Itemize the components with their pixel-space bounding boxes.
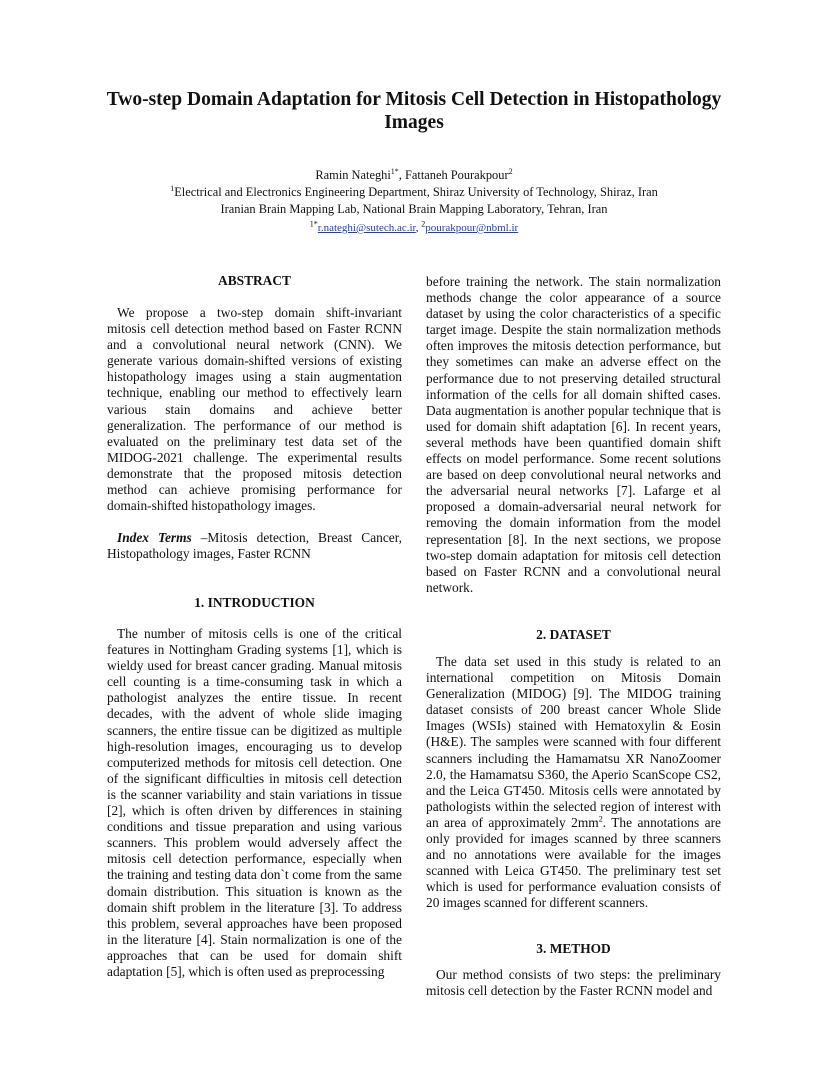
email-superscript: 2 (421, 219, 426, 229)
dataset-text-b: . The annotations are only provided for images scanned by three scanners and no annotations were available for the images scanned with Leica GT450. The preliminary test set which is used for performance evaluation consists of 20 images scanned for different scanners. (426, 814, 721, 911)
email-link[interactable]: r.nateghi@sutech.ac.ir (317, 222, 416, 234)
dataset-superscript: 2 (598, 814, 603, 824)
introduction-heading: 1. INTRODUCTION (194, 595, 315, 610)
index-terms-paragraph (107, 530, 402, 562)
email-superscript: 1* (309, 219, 318, 229)
paper-title: Two-step Domain Adaptation for Mitosis Cell Detection in Histopathology Images (106, 89, 722, 133)
author-name: Ramin Nateghi (315, 168, 391, 182)
affiliation-1 (80, 185, 748, 200)
author-line (80, 168, 748, 183)
email-separator: , (415, 222, 422, 234)
affiliation-2 (80, 202, 748, 217)
author-name: Fattaneh Pourakpour (405, 168, 509, 182)
method-body (426, 967, 721, 999)
abstract-body (107, 305, 402, 514)
dataset-text-a: The data set used in this study is related to an international competition on Mitosis Domain Generalization (MIDOG) [9]. The MIDOG training dataset consists of 200 breast cancer Whole Slide Images (WSIs) stained with Hematoxylin & Eosin (H&E). The samples were scanned with four different scanners including the Hamamatsu XR NanoZoomer 2.0, the Hamamatsu S360, the Aperio ScanScope CS2, and the Leica GT450. Mitosis cells were annotated by pathologists within the selected region of interest with an area of approximately 2mm (426, 654, 721, 830)
abstract-heading: ABSTRACT (218, 273, 291, 288)
affiliation-text: Iranian Brain Mapping Lab, National Brain Mapping Laboratory, Tehran, Iran (220, 202, 608, 216)
author-superscript: 2 (508, 166, 513, 176)
method-heading: 3. METHOD (536, 941, 611, 956)
email-link[interactable]: pourakpour@nbml.ir (425, 222, 519, 234)
introduction-body (107, 626, 402, 980)
author-separator: , (398, 168, 405, 182)
introduction-paragraph-1-continued: before training the network. The stain normalization methods change the color appearance of a source dataset by using the color characteristics of a specific target image. Despite the stain normalization methods often improves the mitosis detection performance, but they sometimes can make an adverse effect on the performance due to not preserving detailed structural information of the cells for all domain shifted cases. Data augmentation is another popular technique that is used for domain shift adaptation [6]. In recent years, several methods have been quantified domain shift effects on model performance. Some recent solutions are based on deep convolutional neural networks and the adversarial neural networks [7]. Lafarge et al proposed a domain-adversarial neural network for removing the domain information from the model representation [8]. In the next sections, we propose two-step domain adaptation for mitosis cell detection based on Faster RCNN and a convolutional neural network. (426, 274, 721, 595)
author-superscript: 1* (390, 166, 399, 176)
affiliation-superscript: 1 (170, 183, 175, 193)
email-line (80, 221, 748, 236)
method-paragraph: Our method consists of two steps: the preliminary mitosis cell detection by the Faster RCNN model and (426, 967, 721, 999)
index-terms-label: Index Terms (117, 530, 192, 545)
introduction-continued (426, 274, 721, 596)
index-terms-text: –Mitosis detection, Breast Cancer, Histopathology images, Faster RCNN (107, 530, 402, 562)
affiliation-text: Electrical and Electronics Engineering Department, Shiraz University of Technology, Shiraz, Iran (174, 185, 658, 199)
dataset-paragraph (426, 654, 721, 912)
introduction-paragraph-1: The number of mitosis cells is one of the critical features in Nottingham Grading systems [1], which is wieldy used for breast cancer grading. Manual mitosis cell counting is a time-consuming task in which a pathologist analyzes the entire tissue. In recent decades, with the advent of whole slide imaging scanners, the entire tissue can be digitized as multiple high-resolution images, encouraging us to develop computerized methods for mitosis cell detection. One of the significant difficulties in mitosis cell detection is the scanner variability and stain variations in tissue [2], which is often driven by differences in staining conditions and tissue preparation and using various scanners. This problem would adversely affect the mitosis cell detection performance, especially when the training and testing data don`t come from the same domain distribution. This situation is known as the domain shift problem in the literature [3]. To address this problem, several approaches have been proposed in the literature [4]. Stain normalization is one of the approaches that can be used for domain shift adaptation [5], which is often used as preprocessing (107, 626, 402, 979)
dataset-body (426, 654, 721, 912)
index-terms (107, 530, 402, 562)
abstract-text: We propose a two-step domain shift-invariant mitosis cell detection method based on Faster RCNN and a convolutional neural network (CNN). We generate various domain-shifted versions of existing histopathology images using a stain augmentation technique, enabling our method to effectively learn various stain domains and achieve better generalization. The performance of our method is evaluated on the preliminary test data set of the MIDOG-2021 challenge. The experimental results demonstrate that the proposed mitosis detection method can achieve promising performance for domain-shifted histopathology images. (107, 305, 402, 514)
dataset-heading: 2. DATASET (536, 627, 611, 642)
